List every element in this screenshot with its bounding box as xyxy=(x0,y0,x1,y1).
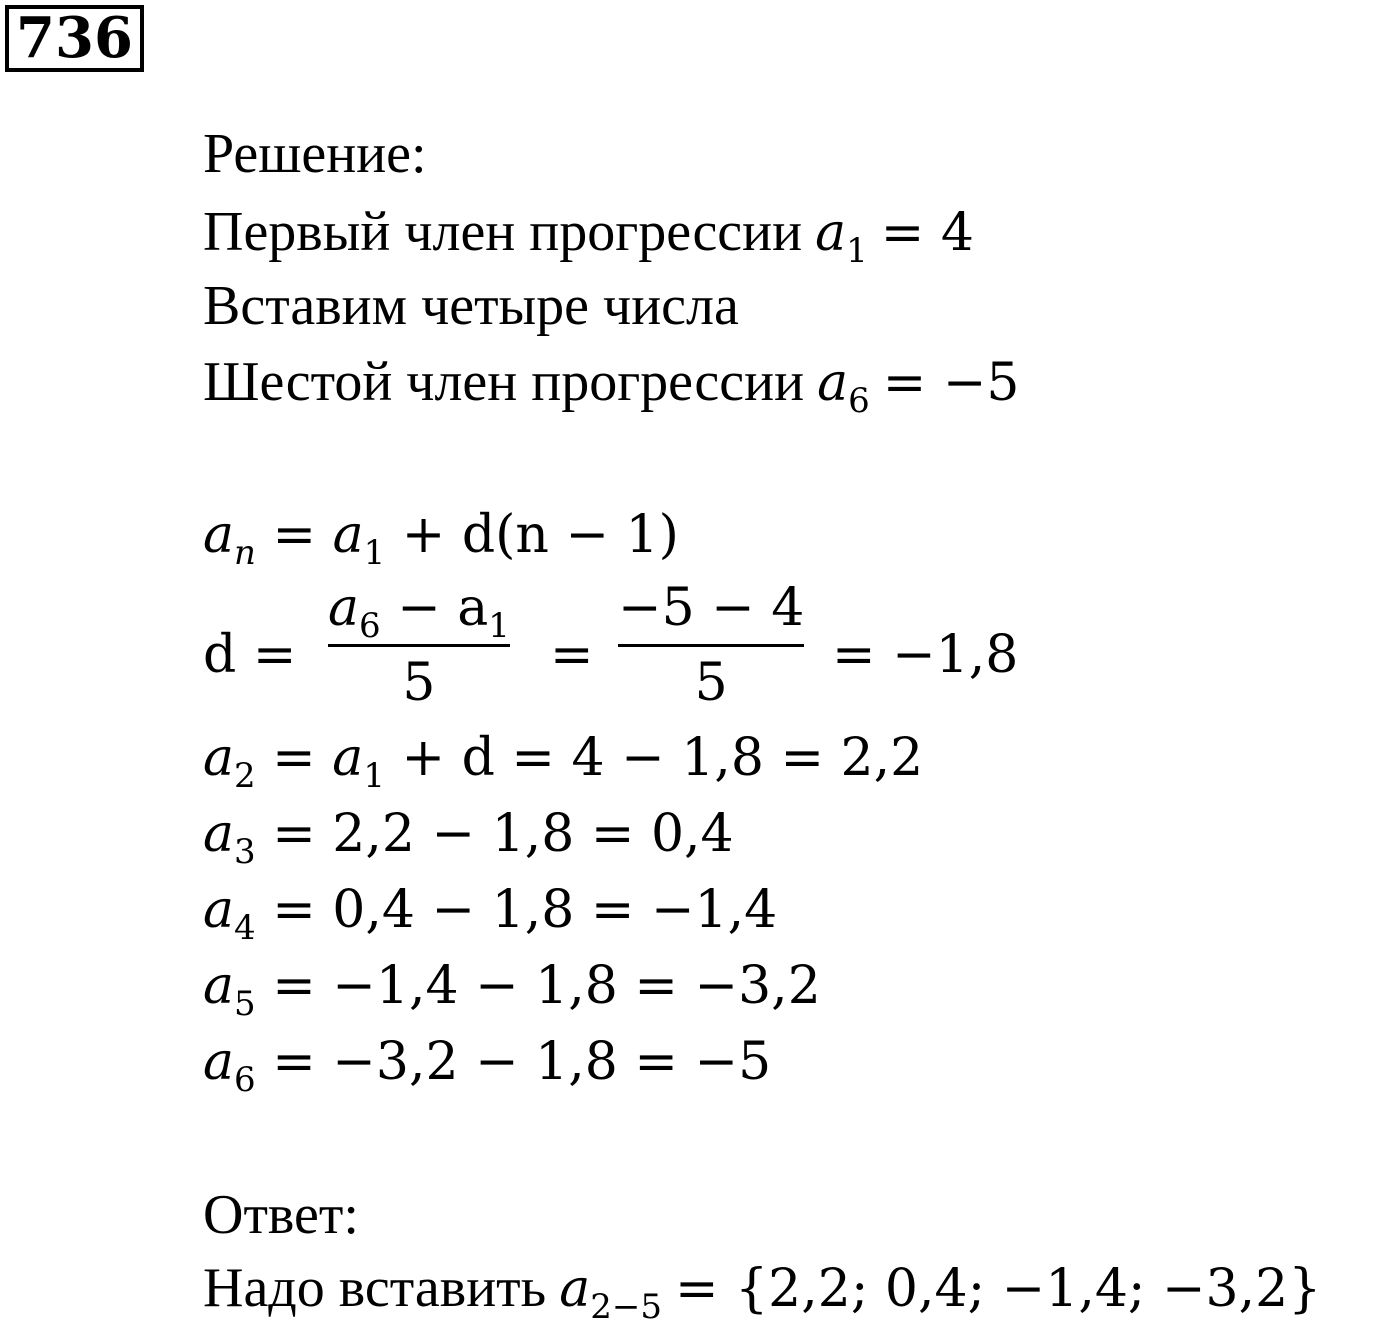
first-term-line xyxy=(203,200,974,271)
fraction-1-denominator: 5 xyxy=(402,653,436,713)
a5-line: $a_5 = -1,4 - 1,8 = -3,2$ xyxy=(203,956,821,1024)
equals-mid: = xyxy=(550,625,594,685)
a6-line: $a_6 = -3,2 - 1,8 = -5$ xyxy=(203,1032,772,1100)
d-result: = −1,8 xyxy=(832,625,1019,685)
fraction-2 xyxy=(618,578,804,711)
task-number: 736 xyxy=(5,5,144,72)
answer-text: Надо вставить xyxy=(203,1257,547,1319)
fraction-1-numerator: $a_6 - a_1$ xyxy=(328,578,510,646)
a4-line: $a_4 = 0,4 - 1,8 = -1,4$ xyxy=(203,880,778,948)
answer-line xyxy=(203,1256,1322,1327)
insert-text: Вставим четыре числа xyxy=(203,275,739,337)
first-term-expr: = 4 xyxy=(880,203,974,263)
a2-line: $a_2 = a_1 + d = 4 - 1,8 = 2,2$ xyxy=(203,728,924,796)
answer-var: $a_{2-5}$ xyxy=(559,1259,662,1327)
first-term-var: $a_1$ xyxy=(815,203,868,271)
answer-values: = {2,2; 0,4; −1,4; −3,2} xyxy=(674,1259,1322,1319)
answer-label: Ответ: xyxy=(203,1184,359,1246)
first-term-text: Первый член прогрессии xyxy=(203,201,803,263)
general-term-formula: $a_n = a_1 + d(n - 1)$ xyxy=(203,505,679,573)
sixth-term-var: $a_6$ xyxy=(817,353,870,421)
a3-line: $a_3 = 2,2 - 1,8 = 0,4$ xyxy=(203,804,734,872)
sixth-term-text: Шестой член прогрессии xyxy=(203,351,805,413)
fraction-2-numerator: −5 − 4 xyxy=(618,578,805,638)
fraction-1 xyxy=(328,578,510,711)
d-label: d = xyxy=(203,625,297,685)
solution-label: Решение: xyxy=(203,123,427,185)
fraction-2-denominator: 5 xyxy=(694,653,728,713)
sixth-term-expr: = −5 xyxy=(882,353,1020,413)
fraction-1-bar xyxy=(328,644,510,647)
sixth-term-line xyxy=(203,350,1020,421)
fraction-2-bar xyxy=(618,644,804,647)
general-term-rhs: + d(n − 1) xyxy=(401,505,679,565)
